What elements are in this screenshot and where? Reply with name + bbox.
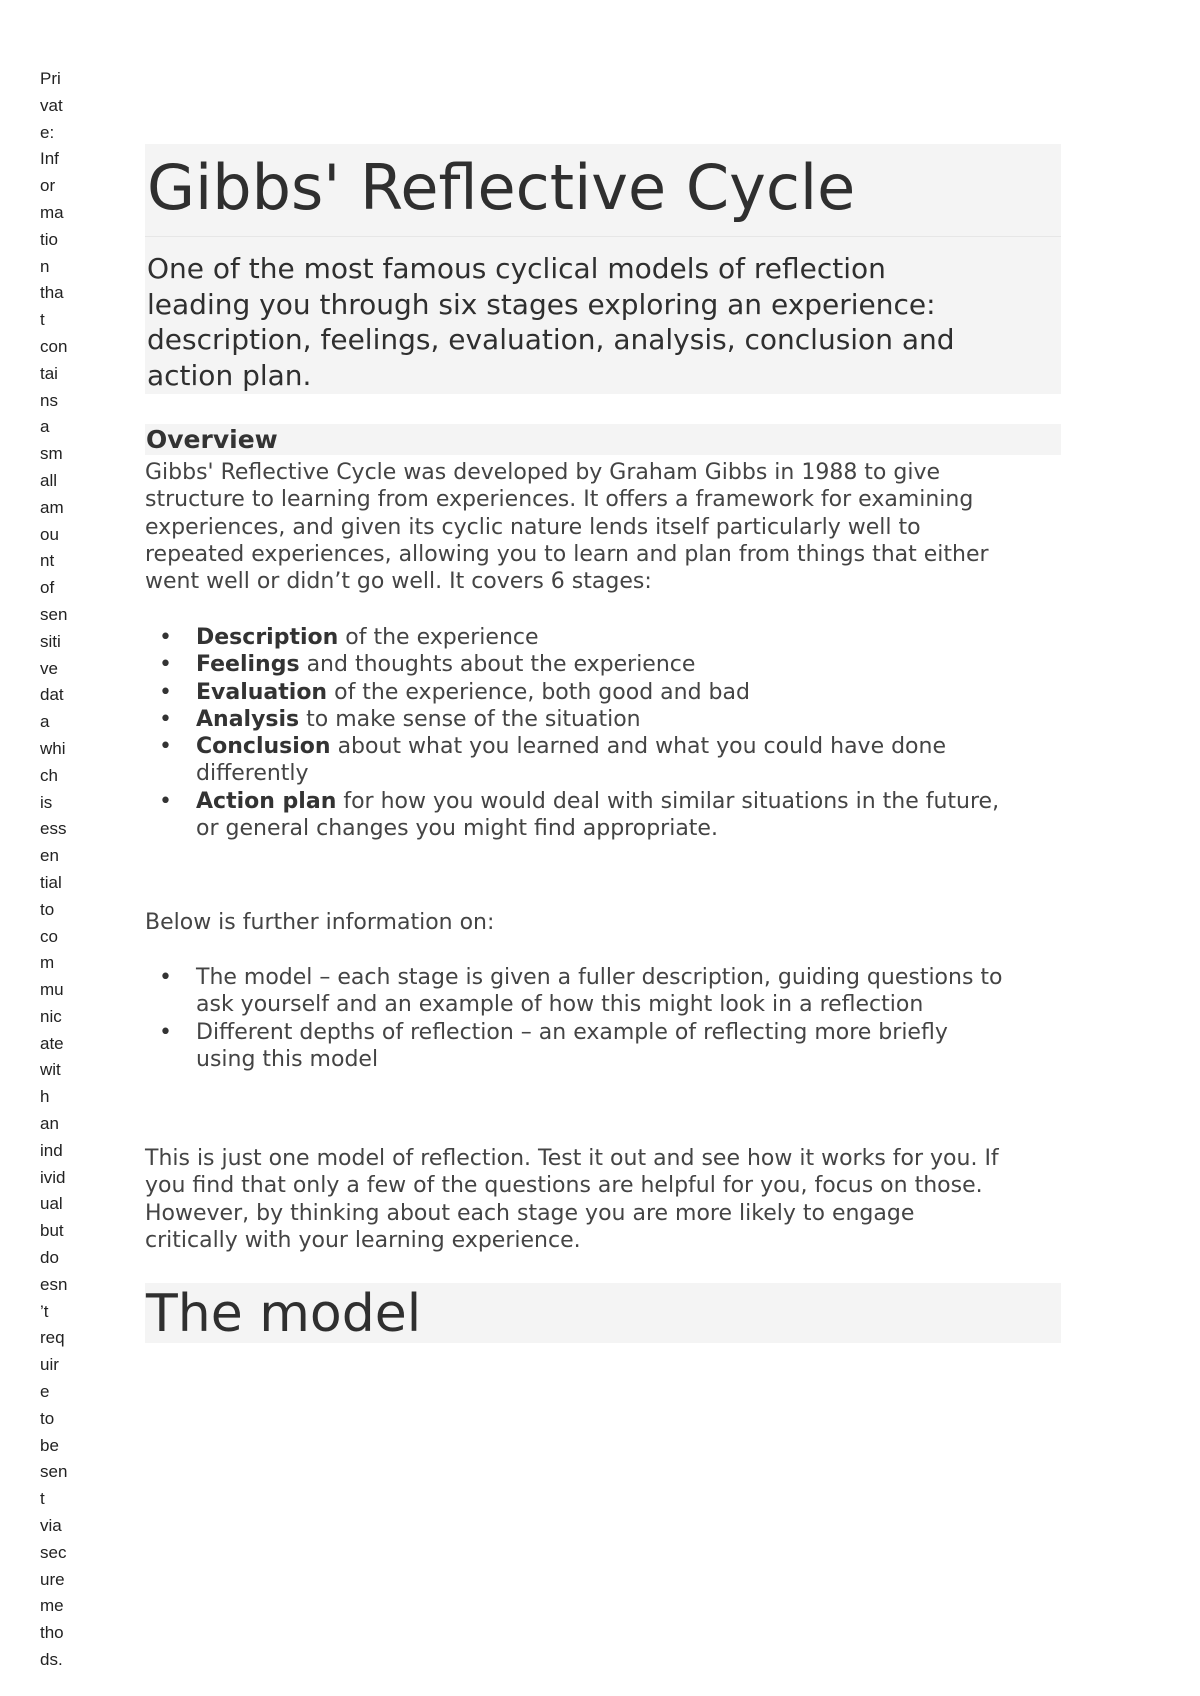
overview-heading-block (145, 424, 1061, 455)
side-note-fragment: n (40, 256, 50, 276)
side-note-fragment: ind (40, 1140, 63, 1160)
further-list (145, 964, 1061, 1073)
paragraph-line: you find that only a few of the questions are helpful for you, focus on those. (145, 1173, 983, 1199)
side-note-fragment: ure (40, 1569, 65, 1589)
side-note-fragment: Inf (40, 149, 59, 169)
model-heading: The model (146, 1284, 422, 1344)
list-item (145, 964, 1061, 1019)
list-item (145, 1019, 1061, 1074)
subtitle-line: description, feelings, evaluation, analysis, conclusion and (147, 323, 955, 356)
side-note-fragment: m (40, 953, 55, 973)
side-note-fragment: ds. (40, 1650, 63, 1670)
closing-paragraph (145, 1145, 1061, 1254)
stage-name: Action plan (196, 788, 337, 814)
side-note-fragment: t (40, 1489, 45, 1509)
list-item (145, 733, 1061, 788)
subtitle-line: leading you through six stages exploring an experience: (147, 287, 936, 321)
side-note-fragment: req (40, 1328, 65, 1348)
list-item-text: The model – each stage is given a fuller description, guiding questions to (196, 965, 1003, 990)
side-note-fragment: ivid (40, 1167, 66, 1187)
side-note-fragment: mu (40, 980, 64, 1000)
side-note-fragment: sen (40, 604, 68, 624)
side-note-fragment: tho (40, 1623, 64, 1643)
list-item (145, 788, 1061, 843)
list-item (145, 706, 1061, 733)
side-note-fragment: siti (40, 631, 61, 651)
side-note-fragment: esn (40, 1274, 68, 1294)
side-note-fragment: e: (40, 122, 55, 142)
side-note-fragment: ual (40, 1194, 63, 1214)
subtitle-line: action plan. (147, 358, 312, 392)
side-note-fragment: nic (40, 1006, 62, 1026)
side-note-fragment: to (40, 1408, 55, 1428)
side-note-fragment: all (40, 470, 58, 490)
side-note-fragment: tial (40, 872, 62, 892)
list-item-text: using this model (196, 1046, 379, 1072)
bullet-icon: • (159, 652, 172, 678)
side-note-fragment: a (40, 712, 50, 732)
list-item (145, 651, 1061, 678)
side-note-fragment: e (40, 1382, 50, 1402)
side-note-fragment: via (40, 1516, 62, 1536)
side-note-fragment: Pri (40, 69, 61, 88)
page-subtitle (147, 251, 1047, 393)
side-note-fragment: ’t (40, 1301, 49, 1321)
bullet-icon: • (159, 1019, 172, 1045)
subtitle-block (145, 237, 1061, 394)
stage-name: Feelings (196, 652, 300, 678)
side-note-fragment: wit (40, 1060, 61, 1080)
stage-description: and thoughts about the experience (299, 652, 696, 678)
stage-description: of the experience (338, 625, 539, 650)
stage-description: about what you learned and what you could have done (330, 734, 946, 760)
bullet-icon: • (159, 788, 172, 814)
side-note-fragment: ou (40, 524, 59, 544)
side-note-fragment: con (40, 336, 68, 356)
side-note-fragment: nt (40, 551, 55, 571)
overview-intro (145, 459, 1061, 595)
paragraph-line: This is just one model of reflection. Test it out and see how it works for you. If (145, 1146, 999, 1171)
side-note-fragment: t (40, 310, 45, 330)
side-note-fragment: sm (40, 444, 63, 464)
paragraph-line: went well or didn’t go well. It covers 6 stages: (145, 569, 652, 595)
bullet-icon: • (159, 625, 172, 650)
side-note-fragment: ma (40, 202, 64, 222)
side-note-fragment: whi (40, 738, 66, 758)
paragraph-line: However, by thinking about each stage you are more likely to engage (145, 1200, 915, 1226)
side-note-fragment: sen (40, 1462, 68, 1482)
side-note-fragment: tha (40, 283, 64, 303)
side-note-fragment: but (40, 1221, 64, 1241)
stage-description: to make sense of the situation (299, 706, 641, 732)
model-heading-block (145, 1283, 1061, 1343)
side-note-fragment: h (40, 1087, 50, 1107)
side-note-fragment: ns (40, 390, 58, 410)
stages-list (145, 624, 1061, 842)
side-note-fragment: ve (40, 658, 58, 678)
bullet-icon: • (159, 706, 172, 732)
side-note-fragment: ess (40, 819, 67, 839)
stage-name: Evaluation (196, 679, 328, 705)
paragraph-line: critically with your learning experience. (145, 1227, 581, 1253)
paragraph-line: experiences, and given its cyclic nature lends itself particularly well to (145, 514, 921, 540)
side-note-fragment: vat (40, 95, 63, 115)
stage-name: Conclusion (196, 734, 331, 760)
side-note-fragment: be (40, 1435, 59, 1455)
list-item-text: ask yourself and an example of how this might look in a reflection (196, 992, 924, 1018)
side-note-fragment: sec (40, 1542, 67, 1562)
side-note (40, 66, 76, 1674)
paragraph-line: Below is further information on: (145, 910, 495, 935)
side-note-fragment: ch (40, 765, 58, 785)
bullet-icon: • (159, 734, 172, 760)
side-note-fragment: ate (40, 1033, 64, 1053)
side-note-fragment: uir (40, 1355, 59, 1375)
bullet-icon: • (159, 965, 172, 990)
side-note-fragment: is (40, 792, 53, 812)
side-note-fragment: a (40, 417, 50, 437)
side-note-fragment: am (40, 497, 64, 517)
stage-description-cont: differently (196, 761, 309, 787)
stage-name: Analysis (196, 706, 300, 732)
side-note-fragment: en (40, 846, 59, 866)
page-title: Gibbs' Reflective Cycle (147, 151, 856, 224)
side-note-fragment: dat (40, 685, 64, 705)
stage-description-cont: or general changes you might find appropriate. (196, 816, 718, 842)
list-item-text: Different depths of reflection – an example of reflecting more briefly (196, 1019, 948, 1045)
paragraph-line: repeated experiences, allowing you to learn and plan from things that either (145, 541, 989, 567)
side-note-fragment: or (40, 176, 56, 196)
subtitle-line: One of the most famous cyclical models of reflection (147, 252, 886, 285)
further-intro (145, 909, 1061, 936)
side-note-fragment: do (40, 1248, 59, 1268)
side-note-fragment: tai (40, 363, 58, 383)
overview-heading: Overview (146, 425, 278, 454)
bullet-icon: • (159, 679, 172, 705)
side-note-fragment: co (40, 926, 58, 946)
title-block (145, 144, 1061, 237)
side-note-fragment: of (40, 578, 55, 598)
list-item (145, 679, 1061, 706)
paragraph-line: structure to learning from experiences. It offers a framework for examining (145, 487, 974, 513)
stage-description: for how you would deal with similar situations in the future, (336, 788, 1000, 814)
side-note-fragment: me (40, 1596, 64, 1616)
stage-name: Description (196, 625, 339, 650)
list-item (145, 624, 1061, 651)
side-note-fragment: an (40, 1114, 59, 1134)
paragraph-line: Gibbs' Reflective Cycle was developed by Graham Gibbs in 1988 to give (145, 460, 941, 485)
side-note-fragment: to (40, 899, 55, 919)
side-note-fragment: tio (40, 229, 58, 249)
stage-description: of the experience, both good and bad (327, 679, 750, 705)
